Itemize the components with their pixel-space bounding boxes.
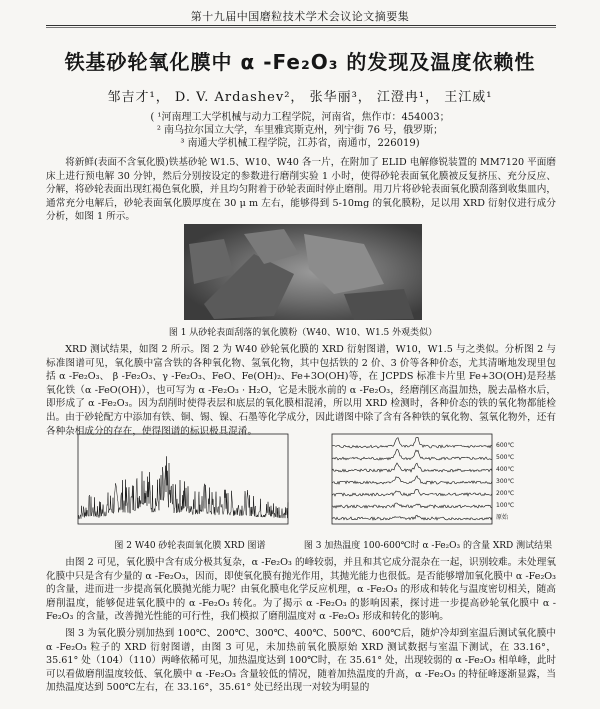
paragraph-4: 图 3 为氧化膜分别加热到 100℃、200℃、300℃、400℃、500℃、600℃后，随炉冷却到室温后测试氧化膜中 α -Fe₂O₃ 粒子的 XRD 衍射图谱，由图 3 可见，未加热前氧化膜原始 XRD 测试数据与室温下测试，在 33.16°，35.61° 处（104）（110）两峰依稀可见，加热温度达到 100℃时，在 35.61° 处，出现较弱的 α -Fe₂O₃ 相单峰，此时可以看做磨削温度较低、氧化膜中 α -Fe₂O₃ 含量较低的情况，随着加热温度的升高，α -Fe₂O₃ 的特征峰逐渐显露，当加热温度达到 500℃左右，在 33.16°，35.61° 处已经出现一对较为明显的 bbox=[46, 628, 557, 694]
chart2-frame bbox=[78, 434, 288, 524]
series-label-6: 600℃ bbox=[496, 442, 515, 449]
running-header: 第十九届中国磨粒技术学术会议论文摘要集 bbox=[190, 10, 410, 23]
header-rule-2 bbox=[46, 27, 556, 28]
oxide-powder-image bbox=[184, 224, 422, 320]
figure-2-chart bbox=[66, 430, 294, 534]
affiliation-3: ³ 南通大学机械工程学院，江苏省，南通市，226019) bbox=[180, 138, 420, 149]
figure-2-caption: 图 2 W40 砂轮表面氧化膜 XRD 图谱 bbox=[114, 541, 266, 551]
xrd-curve-3 bbox=[332, 476, 492, 484]
series-label-4: 400℃ bbox=[496, 466, 515, 473]
affiliation-1: ( ¹河南理工大学机械与动力工程学院，河南省，焦作市：454003； bbox=[150, 112, 450, 123]
xrd-temperature-series bbox=[318, 430, 544, 534]
header-rule bbox=[46, 25, 556, 26]
xrd-curve-5 bbox=[332, 449, 492, 460]
paragraph-3: 由图 2 可见，氧化膜中含有成分极其复杂，α -Fe₂O₃ 的峰较弱，并且和其它成分混杂在一起，识别较难。未处理氧化膜中只是含有少量的 α -Fe₂O₃，因而，即使氧化膜有抛光作用，其抛光能力也很低。是否能够增加氧化膜中 α -Fe₂O₃ 的含量，进而进一步提高氧化膜抛光能力呢？由氧化膜电化学反应机理，α -Fe₂O₃ 的形成和转化与温度密切相关，随高磨削温度，能够促进氧化膜中的 α -Fe₂O₃ 转化。为了揭示 α -Fe₂O₃ 的影响因素，探讨进一步提高砂轮氧化膜中 α -Fe₂O₃ 的含量，改善抛光性能的可行性，我们模拟了磨削温度对 α -Fe₂O₃ 形成和转化的影响。 bbox=[46, 557, 556, 623]
figure-3-chart bbox=[318, 430, 544, 534]
paper-title: 铁基砂轮氧化膜中 α -Fe₂O₃ 的发现及温度依赖性 bbox=[64, 50, 536, 74]
xrd-series-line bbox=[78, 456, 288, 519]
xrd-curve-4 bbox=[332, 463, 492, 472]
xrd-curve-0 bbox=[332, 515, 492, 520]
author-list: 邹吉才¹， D. V. Ardashev²， 张华丽³， 江澄冉¹， 王江威¹ bbox=[107, 90, 493, 105]
paragraph-2: XRD 测试结果，如图 2 所示。图 2 为 W40 砂轮氧化膜的 XRD 衍射图谱，W10，W1.5 与之类似。分析图 2 与标准图谱可见，氧化膜中富含铁的各种氧化物、氢氧化物，其中包括铁的 2 价、3 价等各种价态，尤其清晰地发现里包括 α -Fe₂O₃、 β -Fe₂O₃、γ -Fe₂O₃、FeO、Fe(OH)₂、Fe+3O(OH)等，在 JCPDS 标准卡片里 Fe+3O(OH)是羟基氧化铁（α -FeO(OH)），也可写为 α -Fe₂O₃ · H₂O，它是未脱水前的 α -Fe₂O₃，经磨削区高温加热，脱去晶格水后，即形成了 α -Fe₂O₃。因为刮削时使得表层和底层的氧化膜相混淆，所以用 XRD 检测时，各种价态的铁的氧化物都能检出。由于砂轮配方中添加有铁、铜、锡、镍、石墨等化学成分，因此谱图中除了含有各种铁的氧化物、氢氧化物外，还有各种杂相成分的存在，使得图谱的标识极具混淆。 bbox=[46, 344, 556, 437]
xrd-curve-6 bbox=[332, 437, 492, 448]
series-label-3: 300℃ bbox=[496, 478, 515, 485]
series-label-1: 100℃ bbox=[496, 502, 515, 509]
xrd-spectrum-w40 bbox=[66, 430, 294, 534]
figure-1-photo bbox=[184, 224, 422, 320]
series-label-0: 原始 bbox=[496, 514, 509, 521]
series-label-2: 200℃ bbox=[496, 490, 515, 497]
paragraph-1: 将新鲜(表面不含氧化膜)铁基砂轮 W1.5、W10、W40 各一片，在附加了 ELID 电解修锐装置的 MM7120 平面磨床上进行预电解 30 分钟，然后分别按设定的参数进行磨削实验 1 小时，使得砂轮表面氧化膜被反复挤压、充分反应、分解，将砂轮表面出现红褐色氧化膜，并且均匀附着于砂轮表面时停止磨削。用刀片将砂轮表面氧化膜刮落到收集皿内，通常充分电解后，砂轮表面氧化膜厚度在 30 μ m 左右，能够得到 5-10mg 的氧化膜粉，足以用 XRD 衍射仪进行成分分析，如图 1 所示。 bbox=[46, 157, 556, 223]
xrd-curve-1 bbox=[332, 503, 492, 508]
figure-3-caption: 图 3 加热温度 100-600℃时 α -Fe₂O₃ 的含量 XRD 测试结果 bbox=[303, 541, 553, 551]
figure-1-caption: 图 1 从砂轮表面刮落的氧化膜粉（W40、W10、W1.5 外观类似） bbox=[168, 328, 438, 338]
series-label-5: 500℃ bbox=[496, 454, 515, 461]
affiliation-2: ² 南乌拉尔国立大学，车里雅宾斯克州，列宁街 76 号，俄罗斯； bbox=[156, 125, 444, 136]
xrd-curve-2 bbox=[332, 489, 492, 496]
